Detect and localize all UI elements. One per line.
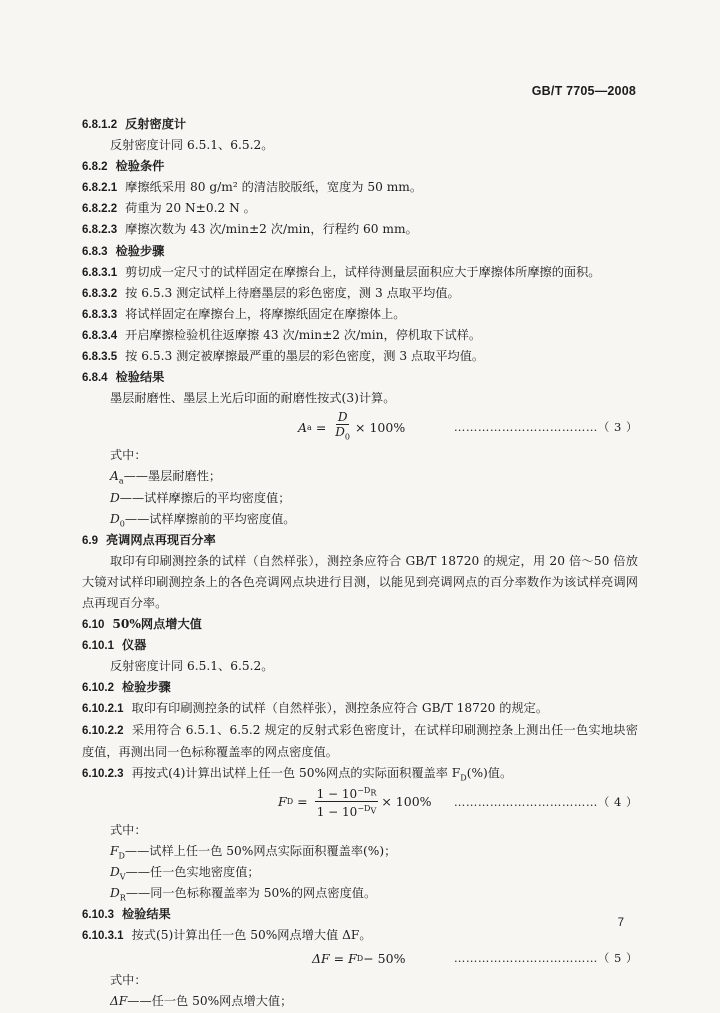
numbered-clause: 6.8.3.5 按 6.5.3 测定被摩擦最严重的墨层的彩色密度，测 3 点取平均值。 xyxy=(82,349,485,364)
where-item: $D_R——$同一色标称覆盖率为 50%的网点密度值。 xyxy=(110,886,377,903)
formula-4-lhs: F xyxy=(278,794,287,810)
where-label: 式中： xyxy=(110,822,147,837)
numbered-clause: 6.8.3.2 按 6.5.3 测定试样上待磨墨层的彩色密度，测 3 点取平均值。 xyxy=(82,285,460,300)
formula-4-fraction: $\frac{1 - 10^{-D_R}}{1 - 10^{-D_V}}$ xyxy=(316,786,377,820)
formula-3-expression: A a = $\frac{D}{D_0}$ × 100% xyxy=(298,409,405,445)
formula-3-tail: × 100% xyxy=(355,419,406,435)
where-item: $A_a——$墨层耐磨性； xyxy=(110,469,222,486)
paragraph-6-10-2-2: 6.10.2.2 采用符合 6.5.1、6.5.2 规定的反射式彩色密度计，在试样印刷测控条上测出任一色实地块密度值，再测出同一色标称覆盖率的网点密度值。 xyxy=(82,722,638,759)
where-label: 式中： xyxy=(110,973,147,988)
section-6-9-heading: 6.9 亮调网点再现百分率 xyxy=(82,532,216,547)
formula-3 xyxy=(82,409,638,445)
section-6-9-paragraph: 取印有印刷测控条的试样（自然样张），测控条应符合 GB/T 18720 的规定，用 20 倍～50 倍放大镜对试样印刷测控条上的各色亮调网点块进行目测，以能见到亮调网点的百分率数作为该试样亮调网点再现百分率。 xyxy=(82,553,638,610)
section-heading: 6.10 50%网点增大值 xyxy=(82,617,202,632)
paragraph-line: 反射密度计同 6.5.1、6.5.2。 xyxy=(110,138,274,153)
formula-3-numerator: D xyxy=(337,410,348,425)
where-list-5 xyxy=(82,970,638,1012)
formula-3-number: ………………………………（ 3 ） xyxy=(453,420,638,435)
formula-5 xyxy=(82,946,638,970)
where-list-4 xyxy=(82,820,638,904)
formula-5-tail: − 50% xyxy=(363,950,406,966)
section-6-10-lines xyxy=(82,614,638,719)
section-heading: 6.8.1.2 反射密度计 xyxy=(82,117,187,131)
page-number: 7 xyxy=(617,917,624,929)
section-heading: 6.10.2 检验步骤 xyxy=(82,680,171,695)
numbered-clause: 6.10.2.1 取印有印刷测控条的试样（自然样张），测控条应符合 GB/T 18720 的规定。 xyxy=(82,701,549,716)
numbered-clause: 6.8.3.1 剪切成一定尺寸的试样固定在摩擦台上，试样待测量层面积应大于摩擦体所摩擦的面积。 xyxy=(82,264,601,279)
formula-3-lhs-sub: a xyxy=(307,422,312,432)
section-6-10-3-lines xyxy=(82,904,638,946)
numbered-clause: 6.8.2.2 荷重为 20 N±0.2 N 。 xyxy=(82,201,256,216)
formula-5-sub: D xyxy=(356,953,364,963)
section-heading: 6.8.2 检验条件 xyxy=(82,159,165,174)
formula-4-expression: F D = $\frac{1 - 10^{-D_R}}{1 - 10^{-D_V}}$ × 100% xyxy=(278,786,432,820)
paragraph-line: 墨层耐磨性、墨层上光后印面的耐磨性按式(3)计算。 xyxy=(110,391,396,406)
where-item: ΔF——任一色 50%网点增大值； xyxy=(110,994,293,1009)
section-heading: 6.8.4 检验结果 xyxy=(82,370,165,385)
standard-number-header: GB/T 7705—2008 xyxy=(531,84,636,98)
formula-5-text: ΔF = F xyxy=(312,950,357,966)
formula-4 xyxy=(82,784,638,820)
where-item: $D_0——$试样摩擦前的平均密度值。 xyxy=(110,511,296,529)
formula-5-expression xyxy=(312,946,405,970)
numbered-clause: 6.10.3.1 按式(5)计算出任一色 50%网点增大值 ΔF。 xyxy=(82,928,372,943)
paragraph-line: 反射密度计同 6.5.1、6.5.2。 xyxy=(110,659,274,674)
formula-4-tail: × 100% xyxy=(381,794,432,810)
section-6-8-lines xyxy=(82,114,638,409)
formula-4-number: ………………………………（ 4 ） xyxy=(453,794,638,809)
formula-5-number: ………………………………（ 5 ） xyxy=(453,951,638,966)
formula-3-denominator: D xyxy=(335,425,345,440)
formula-3-fraction xyxy=(333,410,352,444)
section-heading: 6.10.1 仪器 xyxy=(82,638,147,653)
section-heading: 6.8.3 检验步骤 xyxy=(82,243,165,258)
numbered-clause: 6.8.3.4 开启摩擦检验机往返摩擦 43 次/min±2 次/min，停机取下试样。 xyxy=(82,327,482,342)
where-item: D——试样摩擦后的平均密度值； xyxy=(110,490,291,505)
numbered-clause: 6.8.2.1 摩擦纸采用 80 g/m² 的清洁胶版纸，宽度为 50 mm。 xyxy=(82,180,423,195)
where-item: $F_D——$试样上任一色 50%网点实际面积覆盖率(%)； xyxy=(110,843,397,861)
formula-4-denominator: 1 − 10 xyxy=(316,805,358,820)
numbered-clause: 6.8.2.3 摩擦次数为 43 次/min±2 次/min，行程约 60 mm。 xyxy=(82,222,418,237)
formula-3-denominator-sub: 0 xyxy=(344,432,351,442)
where-list-3 xyxy=(82,445,638,529)
numbered-clause: 6.8.3.3 将试样固定在摩擦台上，将摩擦纸固定在摩擦体上。 xyxy=(82,306,406,321)
formula-4-numerator: 1 − 10 xyxy=(316,787,358,802)
formula-3-lhs: A xyxy=(298,419,308,435)
where-item: $D_V——$任一色实地密度值； xyxy=(110,865,260,882)
section-heading: 6.10.3 检验结果 xyxy=(82,907,171,922)
where-label: 式中： xyxy=(110,448,147,463)
formula-4-lhs-sub: D xyxy=(286,797,294,807)
document-body xyxy=(82,114,638,1013)
line-6-10-2-3: 6.10.2.3 再按式(4)计算出试样上任一色 50%网点的实际面积覆盖率 $F_D(\%)$值。 xyxy=(82,765,513,783)
